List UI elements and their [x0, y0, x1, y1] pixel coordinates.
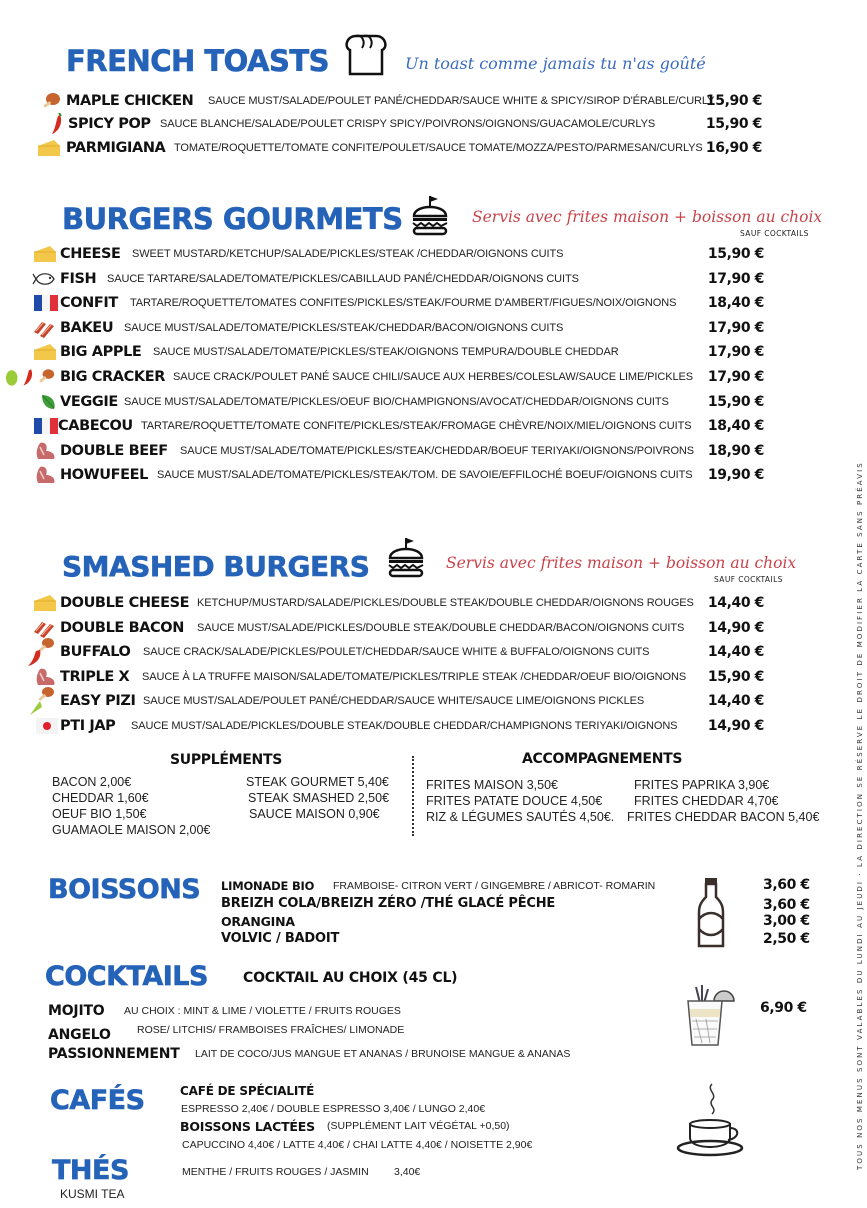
- supplement-item: STEAK SMASHED 2,50€: [248, 791, 390, 805]
- section-tagline: Servis avec frites maison + boisson au choix: [472, 208, 823, 226]
- drink-name: BREIZH COLA/BREIZH ZÉRO /THÉ GLACÉ PÊCHE: [221, 896, 556, 911]
- drink-name: VOLVIC / BADOIT: [221, 931, 340, 946]
- menu-item: [0, 440, 820, 462]
- cafe-line: ESPRESSO 2,40€ / DOUBLE ESPRESSO 3,40€ / LUNGO 2,40€: [181, 1103, 486, 1115]
- section-title: COCKTAILS: [45, 961, 208, 992]
- supplement-item: STEAK GOURMET 5,40€: [246, 775, 389, 789]
- item-name: DOUBLE BACON: [60, 619, 184, 636]
- steak-icon: [28, 440, 58, 462]
- tea-brand: KUSMI TEA: [60, 1187, 125, 1201]
- item-price: 19,90 €: [707, 467, 764, 484]
- item-description: SAUCE MUST/SALADE/TOMATE/PICKLES/STEAK/CHEDDAR/BACON/OIGNONS CUITS: [124, 321, 564, 334]
- cocktail-name: ANGELO: [48, 1027, 111, 1043]
- cocktail-desc: AU CHOIX : MINT & LIME / VIOLETTE / FRUITS ROUGES: [124, 1005, 401, 1017]
- chicken-chili-icon: [20, 641, 56, 663]
- item-price: 17,90 €: [707, 270, 764, 287]
- item-price: 14,90 €: [707, 718, 764, 734]
- leaf-icon: [28, 391, 58, 413]
- item-name: DOUBLE CHEESE: [60, 595, 190, 611]
- item-name: BIG APPLE: [60, 344, 142, 361]
- menu-item: SPICY POP SAUCE BLANCHE/SALADE/POULET CRISPY SPICY/POIVRONS/OIGNONS/GUACAMOLE/CURLYS 15,90 €: [0, 113, 820, 135]
- bacon-icon: [28, 317, 58, 339]
- item-description: SAUCE CRACK/POULET PANÉ SAUCE CHILI/SAUCE AUX HERBES/COLESLAW/SAUCE LIME/PICKLES: [173, 371, 693, 383]
- cocktail-desc: LAIT DE COCO/JUS MANGUE ET ANANAS / BRUNOISE MANGUE & ANANAS: [195, 1048, 571, 1060]
- cocktail-price: 6,90 €: [760, 1000, 807, 1016]
- fish-icon: [28, 268, 58, 290]
- menu-item: PARMIGIANA TOMATE/ROQUETTE/TOMATE CONFITE/POULET/SAUCE TOMATE/MOZZA/PESTO/PARMESAN/CURLYS 16,90 €: [0, 137, 820, 159]
- section-title: BURGERS GOURMETS: [62, 202, 403, 236]
- item-price: 18,90 €: [707, 442, 764, 459]
- cheese-icon: [34, 137, 62, 159]
- chicken-lime-icon: [20, 690, 56, 712]
- supplement-item: GUAMAOLE MAISON 2,00€: [52, 823, 211, 837]
- side-item: RIZ & LÉGUMES SAUTÉS 4,50€.: [426, 810, 615, 824]
- item-price: 18,40 €: [707, 418, 764, 435]
- french-flag-icon: [28, 415, 58, 437]
- item-name: EASY PIZI: [60, 693, 136, 710]
- item-price: 14,40 €: [707, 644, 764, 661]
- item-name: VEGGIE: [60, 393, 118, 410]
- cheese-icon: [28, 341, 58, 363]
- menu-item: [0, 690, 820, 712]
- item-price: 17,90 €: [707, 369, 764, 385]
- item-price: 15,90 €: [707, 246, 764, 262]
- item-name: BAKEU: [60, 319, 114, 336]
- item-description: SAUCE MUST/SALADE/TOMATE/PICKLES/STEAK/OIGNONS TEMPURA/DOUBLE CHEDDAR: [153, 346, 619, 359]
- item-description: SAUCE MUST/SALADE/TOMATE/PICKLES/STEAK/CHEDDAR/BOEUF TERIYAKI/OIGNONS/POIVRONS: [180, 444, 694, 457]
- item-name: HOWUFEEL: [60, 467, 148, 484]
- cafe-note: (SUPPLÉMENT LAIT VÉGÉTAL +0,50): [327, 1120, 510, 1132]
- item-price: 14,40 €: [707, 595, 764, 611]
- lime-chili-chicken-icon: [4, 366, 58, 388]
- tea-price: 3,40€: [394, 1166, 421, 1178]
- tea-line: MENTHE / FRUITS ROUGES / JASMIN: [182, 1166, 369, 1178]
- supplement-item: SAUCE MAISON 0,90€: [249, 807, 380, 821]
- chili-pepper-icon: [38, 113, 64, 135]
- side-item: FRITES CHEDDAR 4,70€: [634, 794, 779, 808]
- menu-item: [0, 715, 820, 737]
- drink-price: 3,60 €: [763, 897, 810, 913]
- item-name: CHEESE: [60, 246, 121, 262]
- supplement-item: OEUF BIO 1,50€: [52, 807, 147, 821]
- cocktail-subtitle: COCKTAIL AU CHOIX (45 CL): [243, 970, 458, 986]
- side-item: FRITES PAPRIKA 3,90€: [634, 778, 770, 792]
- item-price: 14,40 €: [707, 693, 764, 710]
- menu-item: [0, 366, 820, 388]
- menu-item: MAPLE CHICKEN SAUCE MUST/SALADE/POULET PANÉ/CHEDDAR/SAUCE WHITE & SPICY/SIROP D'ÉRABLE/CURLY 15,90 €: [0, 90, 820, 112]
- item-price: 15,90 €: [707, 393, 764, 410]
- item-description: SAUCE MUST/SALADE/PICKLES/DOUBLE STEAK/DOUBLE CHEDDAR/BACON/OIGNONS CUITS: [197, 621, 685, 634]
- tagline-note: SAUF COCKTAILS: [714, 575, 783, 584]
- section-tagline: Un toast comme jamais tu n'as goûté: [405, 54, 706, 73]
- tagline-note: SAUF COCKTAILS: [740, 229, 809, 238]
- item-description: TARTARE/ROQUETTE/TOMATE CONFITE/PICKLES/STEAK/FROMAGE CHÈVRE/NOIX/MIEL/OIGNONS CUITS: [141, 420, 692, 433]
- item-description: SAUCE MUST/SALADE/PICKLES/DOUBLE STEAK/DOUBLE CHEDDAR/CHAMPIGNONS TERIYAKI/OIGNONS: [131, 720, 678, 732]
- menu-item: [0, 268, 820, 290]
- item-name: BIG CRACKER: [60, 369, 165, 385]
- item-name: BUFFALO: [60, 644, 131, 661]
- section-title: FRENCH TOASTS: [66, 44, 330, 78]
- menu-item: [0, 592, 820, 614]
- burger-icon: [384, 536, 428, 580]
- drink-name: ORANGINA: [221, 914, 295, 929]
- cocktail-name: MOJITO: [48, 1003, 105, 1019]
- section-title: THÉS: [52, 1155, 129, 1186]
- menu-item: [0, 464, 820, 486]
- item-name: FISH: [60, 270, 97, 287]
- drink-price: 3,60 €: [763, 877, 810, 893]
- item-price: 17,90 €: [707, 344, 764, 361]
- item-description: TARTARE/ROQUETTE/TOMATES CONFITES/PICKLES/STEAK/FOURME D'AMBERT/FIGUES/NOIX/OIGNONS: [130, 297, 677, 310]
- menu-item: [0, 666, 820, 688]
- drink-price: 3,00 €: [763, 913, 810, 929]
- item-description: SAUCE MUST/SALADE/TOMATE/PICKLES/OEUF BIO/CHAMPIGNONS/AVOCAT/CHEDDAR/OIGNONS CUITS: [124, 395, 669, 408]
- footer-note: TOUS NOS MENUS SONT VALABLES DU LUNDI AU JEUDI · LA DIRECTION SE RÉSERVE LE DROIT DE MODIFIER LA CARTE SANS PRÉAVIS: [856, 461, 864, 1170]
- item-name: CABECOU: [58, 418, 133, 435]
- drink-price: 2,50 €: [763, 931, 810, 947]
- menu-item: [0, 641, 820, 663]
- section-tagline: Servis avec frites maison + boisson au choix: [446, 554, 797, 572]
- supplement-item: BACON 2,00€: [52, 775, 132, 789]
- chicken-leg-icon: [36, 90, 62, 112]
- bread-icon: [342, 32, 390, 78]
- supplements-title: SUPPLÉMENTS: [170, 752, 283, 768]
- item-description: SAUCE MUST/SALADE/TOMATE/PICKLES/STEAK/TOM. DE SAVOIE/EFFILOCHÉ BOEUF/OIGNONS CUITS: [157, 469, 693, 482]
- cocktail-desc: ROSE/ LITCHIS/ FRAMBOISES FRAÎCHES/ LIMONADE: [137, 1024, 405, 1036]
- cheese-icon: [28, 243, 58, 265]
- accompagnements-title: ACCOMPAGNEMENTS: [522, 751, 683, 767]
- menu-item: [0, 341, 820, 363]
- cocktail-name: PASSIONNEMENT: [48, 1046, 180, 1062]
- item-price: 18,40 €: [707, 295, 764, 312]
- item-description: KETCHUP/MUSTARD/SALADE/PICKLES/DOUBLE STEAK/DOUBLE CHEDDAR/OIGNONS ROUGES: [197, 597, 694, 609]
- section-title: BOISSONS: [48, 874, 201, 905]
- side-item: FRITES MAISON 3,50€: [426, 778, 558, 792]
- item-description: SWEET MUSTARD/KETCHUP/SALADE/PICKLES/STEAK /CHEDDAR/OIGNONS CUITS: [132, 248, 564, 260]
- item-price: 15,90 €: [707, 668, 764, 685]
- burger-icon: [408, 194, 452, 238]
- item-description: SAUCE TARTARE/SALADE/TOMATE/PICKLES/CABILLAUD PANÉ/CHEDDAR/OIGNONS CUITS: [107, 272, 579, 285]
- cafe-line: CAPUCCINO 4,40€ / LATTE 4,40€ / CHAI LATTE 4,40€ / NOISETTE 2,90€: [182, 1139, 533, 1151]
- french-flag-icon: [28, 292, 58, 314]
- section-title: SMASHED BURGERS: [62, 550, 370, 583]
- steak-icon: [28, 464, 58, 486]
- item-price: 17,90 €: [707, 319, 764, 336]
- item-description: SAUCE À LA TRUFFE MAISON/SALADE/TOMATE/PICKLES/TRIPLE STEAK /CHEDDAR/OEUF BIO/OIGNONS: [142, 670, 687, 683]
- item-name: CONFIT: [60, 295, 118, 312]
- item-name: PTI JAP: [60, 718, 116, 734]
- cocktail-glass-icon: [682, 983, 742, 1047]
- item-name: TRIPLE X: [60, 668, 130, 685]
- menu-item: [0, 617, 820, 639]
- side-item: FRITES CHEDDAR BACON 5,40€: [627, 810, 820, 824]
- item-price: 14,90 €: [707, 619, 764, 636]
- menu-item: [0, 243, 820, 265]
- side-item: FRITES PATATE DOUCE 4,50€: [426, 794, 603, 808]
- cafe-subtitle: CAFÉ DE SPÉCIALITÉ: [180, 1084, 315, 1098]
- section-title: CAFÉS: [50, 1085, 145, 1116]
- item-name: DOUBLE BEEF: [60, 442, 168, 459]
- bottle-icon: [696, 877, 726, 949]
- supplement-item: CHEDDAR 1,60€: [52, 791, 149, 805]
- menu-item: [0, 391, 820, 413]
- drink-name: LIMONADE BIO: [221, 879, 315, 893]
- drink-desc: FRAMBOISE- CITRON VERT / GINGEMBRE / ABRICOT- ROMARIN: [333, 880, 656, 892]
- item-description: SAUCE CRACK/SALADE/PICKLES/POULET/CHEDDAR/SAUCE WHITE & BUFFALO/OIGNONS CUITS: [143, 646, 650, 659]
- cafe-subtitle: BOISSONS LACTÉES: [180, 1119, 315, 1134]
- item-description: SAUCE MUST/SALADE/POULET PANÉ/CHEDDAR/SAUCE WHITE/SAUCE LIME/OIGNONS PICKLES: [143, 695, 645, 708]
- japan-flag-icon: [28, 715, 58, 737]
- menu-item: [0, 292, 820, 314]
- column-divider: [412, 756, 414, 836]
- coffee-cup-icon: [674, 1080, 746, 1160]
- menu-item: [0, 415, 820, 437]
- menu-item: [0, 317, 820, 339]
- cheese-icon: [28, 592, 58, 614]
